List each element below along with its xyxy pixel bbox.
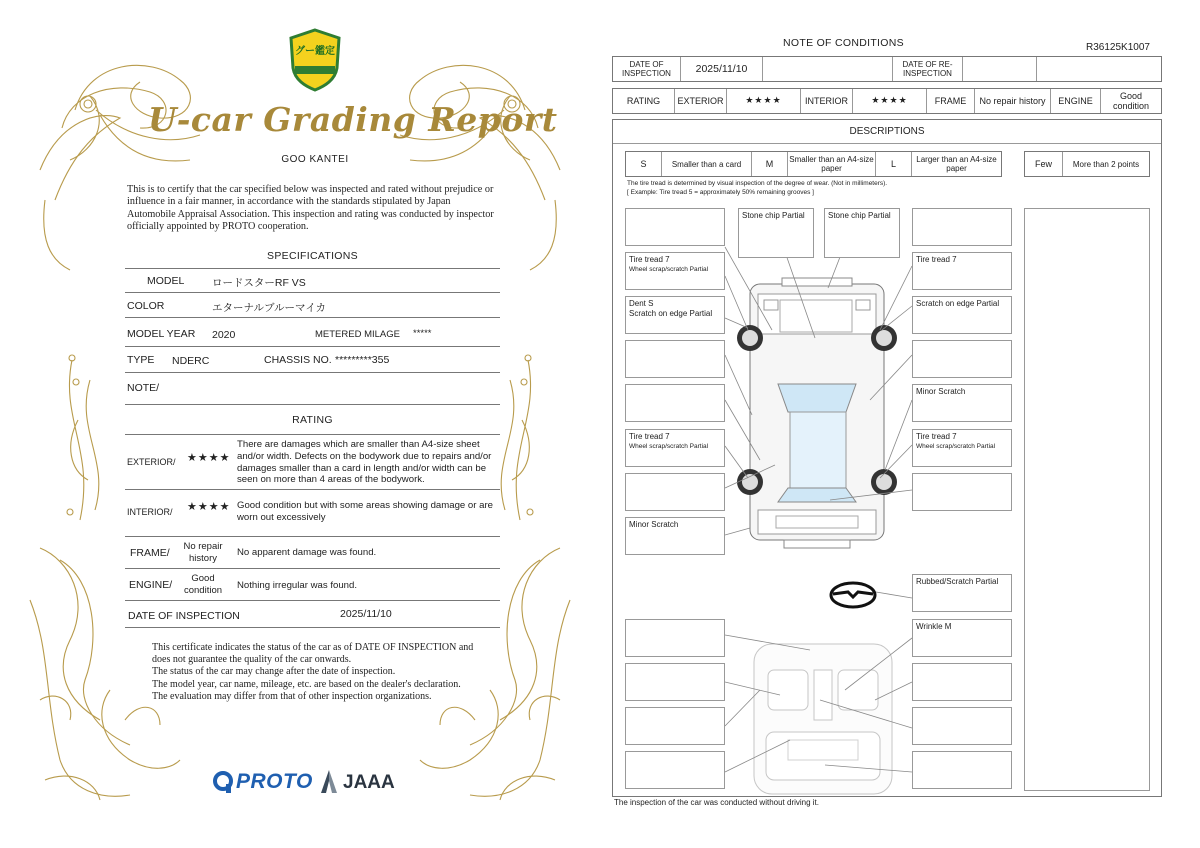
note-box [625, 517, 725, 555]
exterior-label: EXTERIOR/ [127, 457, 176, 467]
descriptions-heading: DESCRIPTIONS [613, 120, 1161, 144]
note-main: Minor Scratch [629, 520, 679, 529]
interior-stars: ★★★★ [853, 89, 927, 113]
note-sub: Wheel scrap/scratch Partial [629, 266, 709, 273]
interior-row [125, 490, 500, 537]
note-box [912, 663, 1012, 701]
note-box [625, 384, 725, 422]
note-box [625, 340, 725, 378]
frame-value: No repair history [975, 89, 1051, 113]
note-box [738, 208, 814, 258]
note-box [912, 296, 1012, 334]
legend-s: S [626, 152, 662, 176]
frame-value: No repair history [183, 541, 223, 564]
exterior-stars: ★★★★ [727, 89, 801, 113]
date-value: 2025/11/10 [340, 608, 392, 620]
frame-label: FRAME/ [130, 547, 170, 559]
note-box [912, 751, 1012, 789]
inspection-date-label: DATE OF INSPECTION [613, 57, 681, 81]
model-year-row [125, 319, 500, 347]
date-label: DATE OF INSPECTION [128, 610, 240, 622]
rating-heading: RATING [292, 414, 333, 426]
note-sub: Scratch on edge Partial [629, 309, 713, 318]
color-value: エターナルブルーマイカ [212, 302, 327, 314]
note-main: Minor Scratch [916, 387, 966, 396]
note-main: Tire tread 7 [916, 432, 957, 441]
conditions-title: NOTE OF CONDITIONS [783, 37, 904, 49]
interior-label: INTERIOR [801, 89, 853, 113]
type-label: TYPE [127, 354, 155, 366]
exterior-label: EXTERIOR [675, 89, 727, 113]
report-subtitle: GOO KANTEI [281, 154, 349, 165]
legend-l-desc: Larger than an A4-size paper [916, 155, 997, 173]
mileage-value: ***** [413, 328, 432, 339]
exterior-stars: ★★★★ [187, 451, 231, 464]
note-box [625, 751, 725, 789]
disclaimer-line: The status of the car may change after the date of inspection. [152, 666, 396, 678]
report-title: U-car Grading Report [148, 100, 558, 139]
note-box [824, 208, 900, 258]
note-main: Dent S [629, 299, 654, 308]
note-box [625, 252, 725, 290]
note-main: Tire tread 7 [629, 255, 670, 264]
legend-m: M [752, 152, 788, 176]
note-main: Rubbed/Scratch Partial [916, 577, 999, 586]
note-box [625, 208, 725, 246]
type-row [125, 348, 500, 373]
inspection-footnote: The inspection of the car was conducted without driving it. [614, 798, 819, 807]
note-box [625, 707, 725, 745]
engine-value: Good condition [1112, 91, 1150, 111]
note-box [912, 429, 1012, 467]
interior-stars: ★★★★ [187, 500, 231, 513]
note-sub: Wheel scrap/scratch Partial [629, 443, 709, 450]
frame-label: FRAME [927, 89, 975, 113]
note-box [912, 707, 1012, 745]
note-main: Stone chip Partial [828, 211, 891, 220]
model-year-label: MODEL YEAR [127, 328, 196, 340]
note-main: Scratch on edge Partial [916, 299, 1000, 308]
color-label: COLOR [127, 300, 165, 312]
note-sub: Wheel scrap/scratch Partial [916, 443, 996, 450]
note-label: NOTE/ [127, 382, 160, 394]
inspection-date-value: 2025/11/10 [681, 57, 763, 81]
mileage-label: METERED MILAGE [315, 329, 400, 340]
note-box [912, 340, 1012, 378]
note-box [912, 619, 1012, 657]
engine-label: ENGINE/ [129, 579, 173, 591]
reinspection-date-label: DATE OF RE-INSPECTION [893, 57, 963, 81]
engine-value: Good condition [183, 573, 223, 596]
disclaimer-line: This certificate indicates the status of the car as of DATE OF INSPECTION and does not guarantee the quality of the car onwards. [152, 642, 474, 666]
jaaa-logo-text: JAAA [343, 772, 395, 793]
certificate-disclaimer [152, 642, 482, 703]
interior-description: Good condition but with some areas showing damage or are worn out excessively [237, 500, 493, 523]
note-box [912, 252, 1012, 290]
legend-l: L [876, 152, 912, 176]
note-box [625, 296, 725, 334]
model-value: ロードスターRF VS [212, 277, 306, 289]
reference-number: R36125K1007 [1086, 42, 1150, 53]
rating-label: RATING [613, 89, 675, 113]
legend-few: Few [1025, 152, 1063, 176]
note-box [625, 619, 725, 657]
specifications-heading: SPECIFICATIONS [267, 250, 358, 262]
legend-s-desc: Smaller than a card [662, 152, 752, 176]
interior-label: INTERIOR/ [127, 507, 173, 517]
tread-note: The tire tread is determined by visual inspection of the degree of wear. (Not in millimeters). [627, 180, 888, 187]
model-year-value: 2020 [212, 329, 236, 341]
engine-label: ENGINE [1051, 89, 1101, 113]
note-box [912, 473, 1012, 511]
note-main: Tire tread 7 [916, 255, 957, 264]
tread-example: [ Example: Tire tread 5 = approximately 50% remaining grooves ] [627, 189, 814, 196]
frame-row [125, 538, 500, 569]
frame-description: No apparent damage was found. [237, 547, 377, 558]
disclaimer-line: The model year, car name, mileage, etc. are based on the dealer's declaration. [152, 678, 461, 690]
engine-description: Nothing irregular was found. [237, 580, 357, 591]
goo-kantei-badge [287, 28, 343, 92]
note-box [625, 663, 725, 701]
disclaimer-line: The evaluation may differ from that of other inspection organizations. [152, 690, 432, 702]
type-value: NDERC [172, 355, 210, 367]
jaaa-logo-icon [318, 769, 340, 795]
exterior-description: There are damages which are smaller than A4-size sheet and/or width. Defects on the bodywork due to repairs and/or damages smaller than a card in length and/or width can be seen on more than 4 areas of the bodywork. [237, 439, 492, 486]
color-row [125, 293, 500, 318]
badge-text: グー鑑定 [295, 46, 335, 57]
proto-logo-text: PROTO [236, 770, 313, 793]
note-of-conditions [600, 0, 1200, 848]
chassis-label: CHASSIS NO. [264, 354, 332, 366]
certification-statement: This is to certify that the car specified below was inspected and rated without prejudice or influence in a fair manner, in accordance with the standards stipulated by Japan Automobile Appraisal Association. This inspection and rating was conducted by inspector officially appointed by PROTO cooperation. [127, 184, 494, 233]
legend-m-desc: Smaller than an A4-size paper [788, 152, 876, 176]
model-label: MODEL [147, 275, 185, 287]
chassis-value: *********355 [335, 354, 390, 366]
note-main: Wrinkle M [916, 622, 952, 631]
note-box [912, 208, 1012, 246]
legend-few-desc: More than 2 points [1072, 159, 1140, 169]
proto-logo-icon [212, 770, 234, 794]
note-box [912, 384, 1012, 422]
exterior-row [125, 434, 500, 490]
engine-row [125, 570, 500, 601]
note-main: Tire tread 7 [629, 432, 670, 441]
note-row [125, 374, 500, 405]
note-box [625, 473, 725, 511]
note-box [912, 574, 1012, 612]
note-main: Stone chip Partial [742, 211, 805, 220]
date-row [125, 602, 500, 628]
note-box [625, 429, 725, 467]
model-row [125, 268, 500, 293]
